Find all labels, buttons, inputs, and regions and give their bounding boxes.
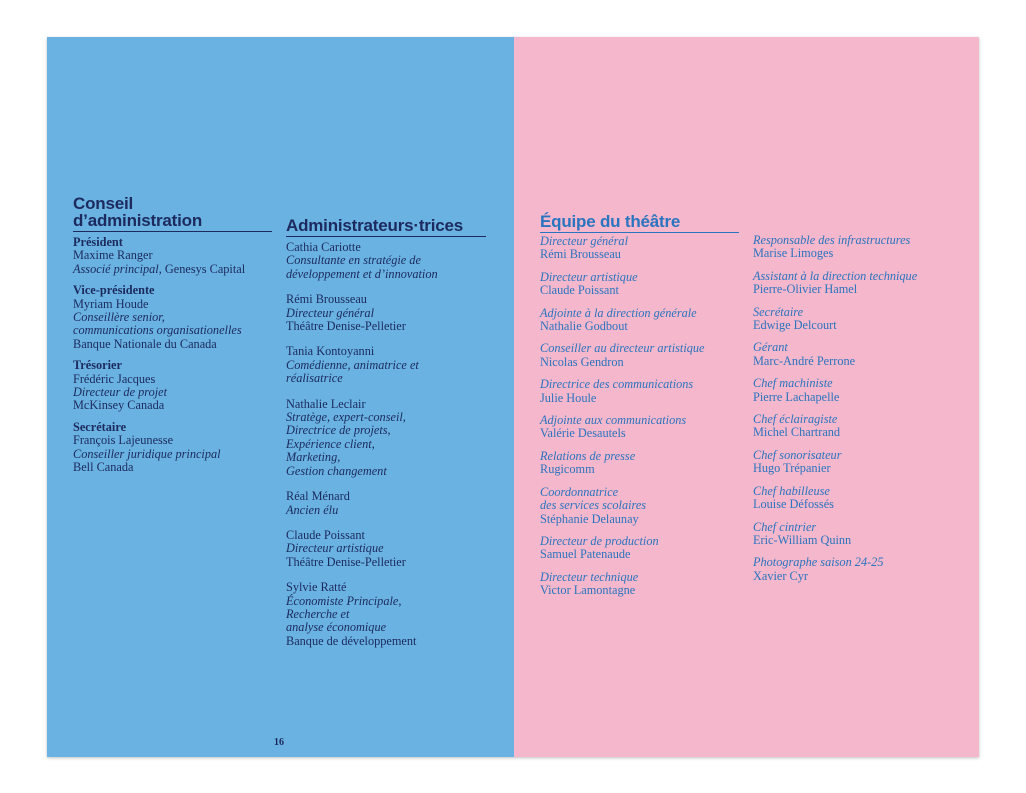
staff-name: Rémi Brousseau (540, 247, 621, 262)
staff-role: Directeur général (540, 234, 628, 248)
staff-role: Directrice des communications (540, 377, 694, 392)
staff-name: Xavier Cyr (753, 568, 808, 583)
conseil-heading-line-1: Conseil (73, 194, 134, 213)
left-page (47, 37, 514, 757)
member-name: Frédéric Jacques (73, 371, 156, 386)
staff-name: Hugo Trépanier (753, 461, 831, 476)
staff-entry (540, 486, 745, 526)
admin-member (286, 490, 496, 517)
staff-name: Stéphanie Delaunay (540, 511, 639, 526)
staff-entry (753, 306, 963, 333)
staff-entry (540, 414, 745, 441)
member-name: Réal Ménard (286, 489, 350, 504)
staff-role: Chef éclairagiste (753, 412, 838, 427)
member-name: François Lajeunesse (73, 433, 174, 448)
staff-entry (540, 235, 745, 262)
conseil-member (73, 236, 278, 276)
member-name: Théâtre Denise-Pelletier (286, 319, 406, 334)
right-page (514, 37, 979, 757)
member-title: Économiste Principale, (286, 593, 402, 608)
member-role: Secrétaire (73, 419, 127, 434)
staff-name: Pierre-Olivier Hamel (753, 282, 858, 297)
staff-name: Julie Houle (540, 390, 597, 405)
staff-entry (753, 521, 963, 548)
member-role: Vice-présidente (73, 283, 155, 298)
staff-role: Coordonnatrice (540, 484, 619, 499)
admins-heading: Administrateurs·trices (286, 217, 486, 237)
member-name: Nathalie Leclair (286, 396, 366, 411)
member-title: développement et d’innovation (286, 266, 438, 281)
member-name: Théâtre Denise-Pelletier (286, 554, 406, 569)
conseil-column (73, 195, 278, 483)
staff-role: Chef machiniste (753, 376, 833, 391)
staff-entry (753, 341, 963, 368)
staff-role: Conseiller au directeur artistique (540, 341, 705, 356)
member-title: Recherche et (286, 606, 350, 621)
member-name: Cathia Cariotte (286, 240, 361, 254)
equipe-column-2 (753, 234, 963, 592)
staff-entry (540, 535, 745, 562)
member-title: Directeur artistique (286, 541, 384, 556)
staff-role: Relations de presse (540, 448, 636, 463)
staff-entry (753, 377, 963, 404)
admin-member (286, 581, 496, 648)
staff-name: Claude Poissant (540, 283, 619, 298)
admins-column (286, 217, 496, 660)
member-name: Bell Canada (73, 460, 134, 475)
member-title: réalisatrice (286, 371, 343, 386)
staff-role: Adjointe à la direction générale (540, 305, 697, 320)
conseil-member-list (73, 236, 278, 475)
member-name: McKinsey Canada (73, 398, 165, 413)
staff-entry (540, 307, 745, 334)
admins-member-list (286, 241, 496, 648)
member-title: Expérience client, (286, 436, 375, 451)
admin-member (286, 345, 496, 385)
staff-role: Secrétaire (753, 304, 804, 319)
member-title: Directeur général (286, 305, 374, 320)
member-title: Marketing, (286, 450, 341, 465)
conseil-heading-line-2: d’administration (73, 211, 203, 230)
member-title: Associé principal, (73, 261, 162, 276)
staff-name: Samuel Patenaude (540, 547, 631, 562)
staff-name: Valérie Desautels (540, 426, 626, 441)
member-title: Directeur de projet (73, 385, 168, 400)
staff-entry (753, 485, 963, 512)
staff-name: Pierre Lachapelle (753, 389, 840, 404)
admin-member (286, 293, 496, 333)
staff-entry (753, 234, 963, 261)
member-title: Consultante en stratégie de (286, 253, 421, 268)
staff-entry (753, 449, 963, 476)
member-name: Banque Nationale du Canada (73, 336, 217, 351)
member-title: Directrice de projets, (286, 423, 391, 438)
staff-entry (753, 270, 963, 297)
staff-name: Louise Défossés (753, 497, 834, 512)
staff-entry (540, 342, 745, 369)
member-title: Stratège, expert-conseil, (286, 410, 406, 425)
admin-member (286, 241, 496, 281)
staff-role: Directeur artistique (540, 269, 638, 284)
staff-entry (753, 556, 963, 583)
member-title: communications organisationelles (73, 323, 242, 338)
member-name: Banque de développement (286, 633, 417, 648)
member-role: Trésorier (73, 358, 122, 373)
staff-entry (540, 271, 745, 298)
staff-name: Michel Chartrand (753, 425, 841, 440)
staff-entry (753, 413, 963, 440)
staff-role: Chef habilleuse (753, 483, 830, 498)
equipe-heading: Équipe du théâtre (540, 213, 739, 233)
staff-role: Directeur technique (540, 569, 639, 584)
member-name: Rémi Brousseau (286, 292, 367, 307)
staff-name: Marc-André Perrone (753, 353, 856, 368)
staff-name: Rugicomm (540, 462, 595, 477)
member-name: Maxime Ranger (73, 248, 153, 263)
staff-role: Responsable des infrastructures (753, 233, 911, 247)
conseil-member (73, 359, 278, 413)
staff-role: Directeur de production (540, 533, 659, 548)
equipe-column-1 (540, 235, 745, 607)
member-name: Claude Poissant (286, 527, 365, 542)
booklet-spread (47, 37, 979, 757)
member-title: Comédienne, animatrice et (286, 357, 419, 372)
staff-role: Adjointe aux communications (540, 413, 687, 428)
conseil-member (73, 421, 278, 475)
conseil-member (73, 284, 278, 351)
member-title: Conseiller juridique principal (73, 446, 221, 461)
staff-role: Chef cintrier (753, 519, 817, 534)
member-title: Conseillère senior, (73, 310, 165, 325)
member-company: Genesys Capital (161, 261, 246, 276)
staff-name: Edwige Delcourt (753, 318, 837, 333)
member-role: Président (73, 235, 123, 249)
staff-name: Marise Limoges (753, 246, 834, 261)
staff-name: Victor Lamontagne (540, 583, 636, 598)
staff-role: Gérant (753, 340, 788, 355)
member-title: Ancien élu (286, 502, 339, 517)
member-name: Myriam Houde (73, 296, 149, 311)
member-title-company (73, 263, 278, 276)
staff-entry (540, 378, 745, 405)
member-name: Sylvie Ratté (286, 580, 347, 595)
member-name: Tania Kontoyanni (286, 344, 375, 359)
staff-role: Assistant à la direction technique (753, 268, 918, 283)
staff-entry (540, 450, 745, 477)
admin-member (286, 529, 496, 569)
staff-name: Nicolas Gendron (540, 354, 624, 369)
staff-name: Eric-William Quinn (753, 532, 852, 547)
conseil-heading (73, 195, 272, 232)
page-number: 16 (274, 737, 284, 748)
staff-role: Photographe saison 24-25 (753, 555, 884, 570)
admin-member (286, 398, 496, 478)
member-title: analyse économique (286, 620, 387, 635)
staff-name: Nathalie Godbout (540, 319, 628, 334)
staff-role: des services scolaires (540, 498, 647, 513)
staff-role: Chef sonorisateur (753, 447, 842, 462)
staff-entry (540, 571, 745, 598)
member-title: Gestion changement (286, 463, 387, 478)
